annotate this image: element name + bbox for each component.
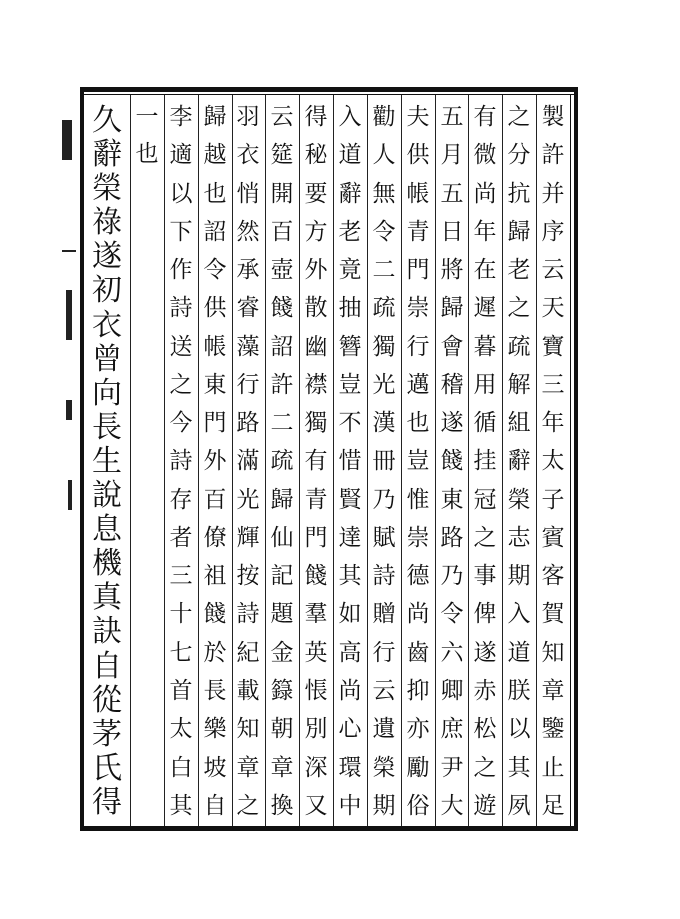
character: 辭 [507, 448, 531, 475]
character: 幽 [304, 333, 328, 360]
text-column [164, 106, 198, 818]
character: 之 [507, 295, 531, 322]
character: 事 [473, 563, 497, 590]
character: 悵 [304, 677, 328, 704]
character: 許 [541, 142, 565, 169]
character: 抗 [507, 180, 531, 207]
character: 門 [406, 257, 430, 284]
character: 邁 [406, 371, 430, 398]
character: 榮 [507, 486, 531, 513]
character: 以 [169, 180, 193, 207]
character: 用 [473, 371, 497, 398]
character: 章 [541, 677, 565, 704]
character: 藻 [236, 333, 260, 360]
character: 老 [338, 218, 362, 245]
poem-title-column [87, 103, 127, 820]
gutter-mark [66, 400, 72, 420]
character: 會 [440, 333, 464, 360]
character: 太 [169, 716, 193, 743]
character: 簪 [338, 333, 362, 360]
character: 歸 [507, 218, 531, 245]
character: 行 [236, 371, 260, 398]
character: 從 [92, 682, 122, 718]
character: 無 [372, 180, 396, 207]
character: 乃 [372, 486, 396, 513]
character: 睿 [236, 295, 260, 322]
frame-top-inner-border [80, 94, 578, 95]
character: 息 [92, 512, 122, 548]
character: 真 [92, 580, 122, 616]
character: 越 [203, 142, 227, 169]
character: 尚 [338, 677, 362, 704]
character: 方 [304, 218, 328, 245]
text-column [265, 106, 299, 818]
character: 然 [236, 218, 260, 245]
character: 日 [440, 218, 464, 245]
character: 餞 [270, 295, 294, 322]
character: 辭 [338, 180, 362, 207]
character: 贈 [372, 601, 396, 628]
character: 朕 [507, 677, 531, 704]
character: 東 [440, 486, 464, 513]
character: 門 [203, 410, 227, 437]
character: 其 [169, 792, 193, 819]
character: 足 [541, 792, 565, 819]
character: 豈 [338, 371, 362, 398]
character: 滿 [236, 448, 260, 475]
text-column [401, 106, 435, 818]
character: 僚 [203, 524, 227, 551]
character: 解 [507, 371, 531, 398]
character: 太 [541, 448, 565, 475]
character: 光 [236, 486, 260, 513]
character: 朝 [270, 716, 294, 743]
character: 俾 [473, 601, 497, 628]
character: 衣 [236, 142, 260, 169]
character: 崇 [406, 524, 430, 551]
character: 之 [507, 104, 531, 130]
text-column [299, 106, 333, 818]
character: 五 [440, 180, 464, 207]
character: 歸 [203, 104, 227, 130]
character: 疏 [507, 333, 531, 360]
character: 知 [541, 639, 565, 666]
character: 羣 [304, 601, 328, 628]
character: 仙 [270, 524, 294, 551]
character: 詔 [203, 218, 227, 245]
character: 製 [541, 104, 565, 130]
character: 行 [372, 639, 396, 666]
character: 承 [236, 257, 260, 284]
character: 之 [236, 792, 260, 819]
character: 路 [236, 410, 260, 437]
character: 送 [169, 333, 193, 360]
character: 賓 [541, 524, 565, 551]
character: 於 [203, 639, 227, 666]
character: 以 [507, 716, 531, 743]
character: 乃 [440, 563, 464, 590]
character: 期 [507, 563, 531, 590]
character: 入 [338, 104, 362, 130]
character: 詩 [236, 601, 260, 628]
character: 換 [270, 792, 294, 819]
character: 尚 [473, 180, 497, 207]
character: 俗 [406, 792, 430, 819]
character: 入 [507, 601, 531, 628]
frame-right-border [574, 87, 578, 831]
character: 環 [338, 754, 362, 781]
character: 年 [541, 410, 565, 437]
character: 抽 [338, 295, 362, 322]
character: 紀 [236, 639, 260, 666]
character: 深 [304, 754, 328, 781]
text-column [367, 106, 401, 818]
character: 人 [372, 142, 396, 169]
character: 如 [338, 601, 362, 628]
character: 詩 [169, 448, 193, 475]
character: 遂 [440, 410, 464, 437]
character: 赤 [473, 677, 497, 704]
character: 歸 [440, 295, 464, 322]
character: 中 [338, 792, 362, 819]
character: 令 [372, 218, 396, 245]
character: 松 [473, 716, 497, 743]
character: 樂 [203, 716, 227, 743]
text-column [536, 106, 570, 818]
character: 云 [270, 104, 294, 130]
character: 今 [169, 410, 193, 437]
character: 鑒 [541, 716, 565, 743]
character: 籙 [270, 677, 294, 704]
character: 帳 [203, 333, 227, 360]
character: 遊 [473, 792, 497, 819]
frame-right-inner-border [570, 95, 571, 826]
character: 勸 [372, 104, 396, 130]
character: 止 [541, 754, 565, 781]
character: 英 [304, 639, 328, 666]
character: 金 [270, 639, 294, 666]
frame-bottom-border [80, 826, 578, 831]
character: 久 [92, 103, 122, 138]
character: 達 [338, 524, 362, 551]
character: 帳 [406, 180, 430, 207]
text-column [502, 106, 536, 818]
character: 其 [338, 563, 362, 590]
character: 首 [169, 677, 193, 704]
character: 并 [541, 180, 565, 207]
character: 餞 [440, 448, 464, 475]
character: 外 [203, 448, 227, 475]
character: 自 [92, 648, 122, 684]
character: 開 [270, 180, 294, 207]
character: 下 [169, 218, 193, 245]
character: 存 [169, 486, 193, 513]
character: 竟 [338, 257, 362, 284]
character: 祖 [203, 563, 227, 590]
character: 也 [406, 410, 430, 437]
character: 寶 [541, 333, 565, 360]
text-column [333, 106, 367, 818]
character: 記 [270, 563, 294, 590]
character: 老 [507, 257, 531, 284]
character: 供 [406, 142, 430, 169]
character: 分 [507, 142, 531, 169]
character: 秘 [304, 142, 328, 169]
character: 得 [92, 784, 122, 820]
character: 之 [473, 754, 497, 781]
character: 衣 [92, 307, 122, 343]
character: 餞 [304, 563, 328, 590]
character: 十 [169, 601, 193, 628]
character: 祿 [92, 205, 122, 241]
character: 許 [270, 371, 294, 398]
character: 獨 [372, 333, 396, 360]
character: 道 [338, 142, 362, 169]
character: 疏 [372, 295, 396, 322]
character: 光 [372, 371, 396, 398]
character: 適 [169, 142, 193, 169]
character: 餞 [203, 601, 227, 628]
character: 其 [507, 754, 531, 781]
character: 抑 [406, 677, 430, 704]
character: 賀 [541, 601, 565, 628]
character: 期 [372, 792, 396, 819]
character: 章 [236, 754, 260, 781]
character: 遂 [92, 239, 122, 275]
character: 得 [304, 104, 328, 130]
character: 也 [203, 180, 227, 207]
character: 七 [169, 639, 193, 666]
character: 心 [338, 716, 362, 743]
character: 惟 [406, 486, 430, 513]
character: 訣 [92, 614, 122, 650]
character: 詩 [169, 295, 193, 322]
character: 坡 [203, 754, 227, 781]
character: 令 [203, 257, 227, 284]
character: 漢 [372, 410, 396, 437]
character: 尚 [406, 601, 430, 628]
character: 悄 [236, 180, 260, 207]
character: 生 [92, 443, 122, 479]
character: 道 [507, 639, 531, 666]
character: 辭 [92, 137, 122, 173]
character: 惜 [338, 448, 362, 475]
character: 暮 [473, 333, 497, 360]
character: 崇 [406, 295, 430, 322]
gutter-mark [62, 120, 72, 160]
frame-top-border [80, 87, 578, 92]
character: 賢 [338, 486, 362, 513]
character: 亦 [406, 716, 430, 743]
character: 長 [92, 409, 122, 445]
character: 榮 [372, 754, 396, 781]
character: 稽 [440, 371, 464, 398]
character: 三 [169, 563, 193, 590]
character: 要 [304, 180, 328, 207]
character: 組 [507, 410, 531, 437]
character: 壺 [270, 257, 294, 284]
character: 長 [203, 677, 227, 704]
character: 章 [270, 754, 294, 781]
character: 之 [169, 371, 193, 398]
character: 客 [541, 563, 565, 590]
character: 李 [169, 104, 193, 130]
character: 外 [304, 257, 328, 284]
character: 機 [92, 546, 122, 582]
character: 詩 [372, 563, 396, 590]
character: 有 [304, 448, 328, 475]
gutter-mark [66, 290, 72, 340]
character: 五 [440, 104, 464, 130]
character: 門 [304, 524, 328, 551]
character: 也 [135, 141, 159, 167]
character: 序 [541, 218, 565, 245]
character: 題 [270, 601, 294, 628]
gutter-mark [62, 250, 76, 252]
character: 六 [440, 639, 464, 666]
character: 德 [406, 563, 430, 590]
character: 齒 [406, 639, 430, 666]
text-column [231, 106, 265, 818]
text-column [198, 106, 232, 818]
character: 初 [92, 273, 122, 309]
character: 遂 [473, 639, 497, 666]
character: 云 [541, 257, 565, 284]
character: 年 [473, 218, 497, 245]
character: 按 [236, 563, 260, 590]
character: 歸 [270, 486, 294, 513]
character: 在 [473, 257, 497, 284]
character: 賦 [372, 524, 396, 551]
character: 豈 [406, 448, 430, 475]
character: 作 [169, 257, 193, 284]
character: 冊 [372, 448, 396, 475]
text-column [130, 106, 164, 818]
character: 東 [203, 371, 227, 398]
character: 冠 [473, 486, 497, 513]
character: 者 [169, 524, 193, 551]
character: 將 [440, 257, 464, 284]
character: 說 [92, 478, 122, 514]
character: 曾 [92, 341, 122, 377]
character: 羽 [236, 104, 260, 130]
character: 青 [406, 218, 430, 245]
character: 云 [372, 677, 396, 704]
character: 大 [440, 792, 464, 819]
character: 襟 [304, 371, 328, 398]
character: 詔 [270, 333, 294, 360]
character: 載 [236, 677, 260, 704]
character: 月 [440, 142, 464, 169]
character: 又 [304, 792, 328, 819]
character: 百 [270, 218, 294, 245]
text-column [468, 106, 502, 818]
gutter-mark [68, 480, 72, 510]
character: 供 [203, 295, 227, 322]
character: 夫 [406, 104, 430, 130]
character: 卿 [440, 677, 464, 704]
character: 自 [203, 792, 227, 819]
character: 高 [338, 639, 362, 666]
character: 一 [135, 104, 159, 130]
character: 向 [92, 375, 122, 411]
character: 遲 [473, 295, 497, 322]
character: 勵 [406, 754, 430, 781]
character: 夙 [507, 792, 531, 819]
character: 知 [236, 716, 260, 743]
character: 散 [304, 295, 328, 322]
character: 氏 [92, 750, 122, 786]
character: 挂 [473, 448, 497, 475]
character: 百 [203, 486, 227, 513]
character: 微 [473, 142, 497, 169]
character: 之 [473, 524, 497, 551]
character: 二 [372, 257, 396, 284]
character: 不 [338, 410, 362, 437]
character: 天 [541, 295, 565, 322]
character: 獨 [304, 410, 328, 437]
character: 白 [169, 754, 193, 781]
character: 有 [473, 104, 497, 130]
character: 二 [270, 410, 294, 437]
character: 青 [304, 486, 328, 513]
character: 別 [304, 716, 328, 743]
character: 志 [507, 524, 531, 551]
text-column [435, 106, 469, 818]
character: 路 [440, 524, 464, 551]
frame-left-border [80, 87, 84, 831]
character: 三 [541, 371, 565, 398]
character: 循 [473, 410, 497, 437]
character: 筵 [270, 142, 294, 169]
character: 尹 [440, 754, 464, 781]
character: 遺 [372, 716, 396, 743]
character: 榮 [92, 171, 122, 207]
character: 行 [406, 333, 430, 360]
character: 令 [440, 601, 464, 628]
character: 輝 [236, 524, 260, 551]
character: 子 [541, 486, 565, 513]
character: 疏 [270, 448, 294, 475]
character: 茅 [92, 716, 122, 752]
character: 庶 [440, 716, 464, 743]
